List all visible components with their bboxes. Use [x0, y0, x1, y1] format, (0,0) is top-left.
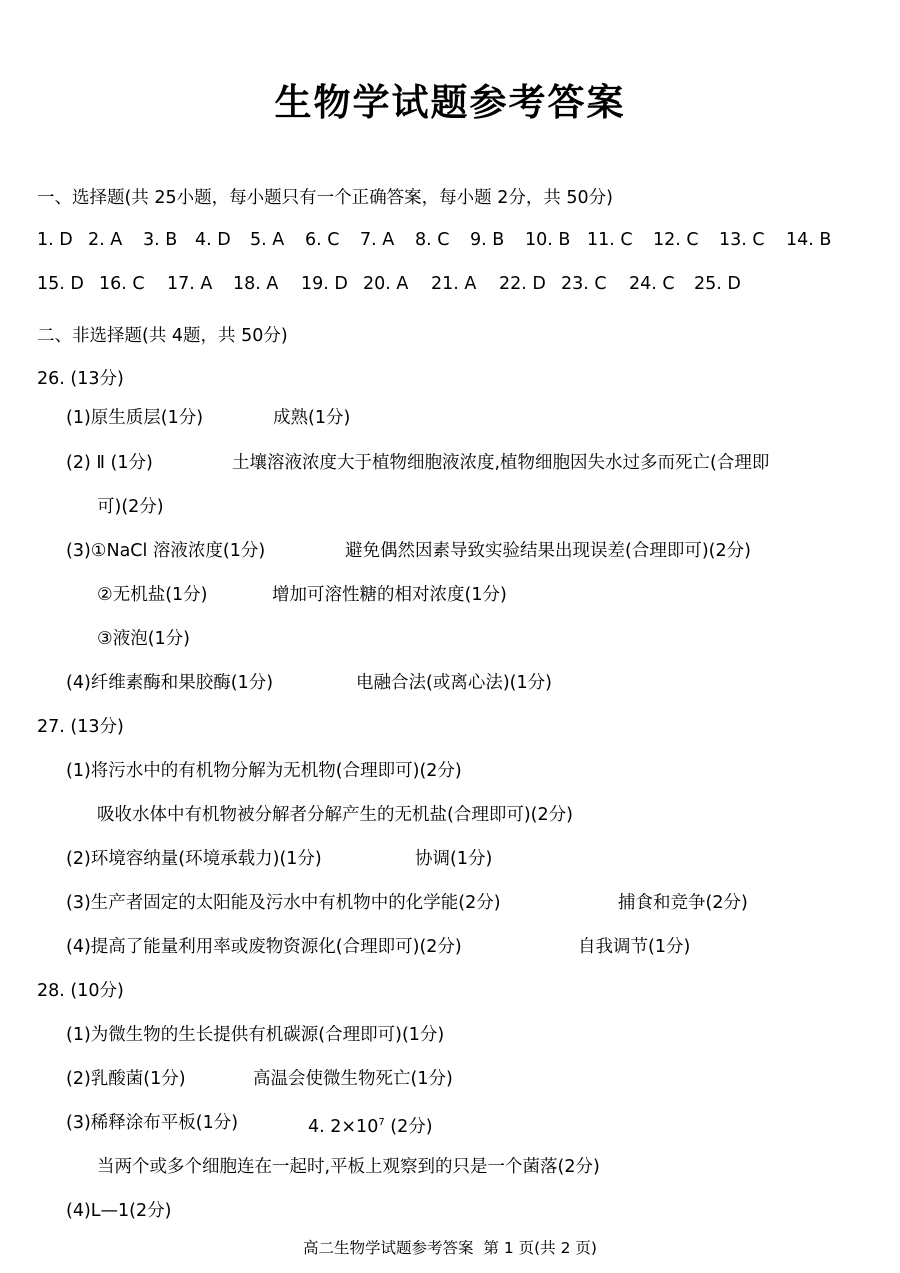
choice-answer: 24. C — [629, 274, 675, 294]
choice-answer: 18. A — [233, 274, 279, 294]
cell-count-score: (2分) — [384, 1117, 433, 1137]
q28-answer-3b — [308, 1111, 433, 1139]
q28-answer-2a: (2)乳酸菌(1分) — [66, 1069, 186, 1089]
q26-answer-1b: 成熟(1分) — [273, 408, 351, 428]
choice-answer: 7. A — [360, 230, 395, 250]
choice-answer: 12. C — [653, 230, 699, 250]
q27-answer-4a: (3)生产者固定的太阳能及污水中有机物中的化学能(2分) — [66, 893, 501, 913]
page-title: 生物学试题参考答案 — [274, 81, 626, 124]
choice-answer: 3. B — [143, 230, 178, 250]
q28-answer-2b: 高温会使微生物死亡(1分) — [253, 1069, 453, 1089]
q26-answer-2b: 土壤溶液浓度大于植物细胞液浓度,植物细胞因失水过多而死亡(合理即 — [232, 453, 770, 473]
q26-answer-2c: 可)(2分) — [97, 497, 164, 517]
section-heading-nonchoice: 二、非选择题(共 4题，共 50分) — [37, 326, 288, 346]
question-27-header: 27. (13分) — [37, 717, 124, 737]
q26-answer-4b: 增加可溶性糖的相对浓度(1分) — [272, 585, 507, 605]
choice-answer: 5. A — [250, 230, 285, 250]
choice-answer: 2. A — [88, 230, 123, 250]
q28-answer-4: 当两个或多个细胞连在一起时,平板上观察到的只是一个菌落(2分) — [97, 1157, 600, 1177]
choice-answer: 23. C — [561, 274, 607, 294]
q28-answer-3a: (3)稀释涂布平板(1分) — [66, 1113, 239, 1133]
choice-answer: 17. A — [167, 274, 213, 294]
q27-answer-5b: 自我调节(1分) — [578, 937, 691, 957]
choice-answer: 9. B — [470, 230, 505, 250]
q27-answer-5a: (4)提高了能量利用率或废物资源化(合理即可)(2分) — [66, 937, 462, 957]
q26-answer-3b: 避免偶然因素导致实验结果出现误差(合理即可)(2分) — [345, 541, 751, 561]
choice-answer: 8. C — [415, 230, 450, 250]
question-26-header: 26. (13分) — [37, 369, 124, 389]
section-heading-choice: 一、选择题(共 25小题，每小题只有一个正确答案，每小题 2分，共 50分) — [37, 188, 614, 208]
q26-answer-6b: 电融合法(或离心法)(1分) — [356, 673, 552, 693]
choice-answer: 10. B — [525, 230, 571, 250]
choice-answer: 25. D — [694, 274, 741, 294]
q26-answer-6a: (4)纤维素酶和果胶酶(1分) — [66, 673, 274, 693]
question-28-header: 28. (10分) — [37, 981, 124, 1001]
choice-answer: 4. D — [195, 230, 231, 250]
choice-answer: 14. B — [786, 230, 832, 250]
choice-answer: 11. C — [587, 230, 633, 250]
choice-answers-row-2 — [37, 272, 754, 296]
choice-answers-row-1 — [37, 228, 846, 252]
cell-count-exponent: 7 — [378, 1117, 385, 1128]
choice-answer: 6. C — [305, 230, 340, 250]
q26-answer-4a: ②无机盐(1分) — [97, 585, 208, 605]
cell-count-base: 4. 2×10 — [308, 1117, 379, 1137]
choice-answer: 15. D — [37, 274, 84, 294]
q27-answer-3a: (2)环境容纳量(环境承载力)(1分) — [66, 849, 322, 869]
q26-answer-2a: (2) Ⅱ (1分) — [66, 453, 153, 473]
q28-answer-1: (1)为微生物的生长提供有机碳源(合理即可)(1分) — [66, 1025, 445, 1045]
choice-answer: 19. D — [301, 274, 348, 294]
q27-answer-3b: 协调(1分) — [415, 849, 493, 869]
choice-answer: 22. D — [499, 274, 546, 294]
choice-answer: 13. C — [719, 230, 765, 250]
q27-answer-4b: 捕食和竞争(2分) — [618, 893, 748, 913]
q27-answer-1: (1)将污水中的有机物分解为无机物(合理即可)(2分) — [66, 761, 462, 781]
choice-answer: 21. A — [431, 274, 477, 294]
choice-answer: 1. D — [37, 230, 73, 250]
choice-answer: 16. C — [99, 274, 145, 294]
q26-answer-3a: (3)①NaCl 溶液浓度(1分) — [66, 541, 266, 561]
choice-answer: 20. A — [363, 274, 409, 294]
page-footer: 高二生物学试题参考答案 第 1 页(共 2 页) — [303, 1239, 597, 1257]
q26-answer-1a: (1)原生质层(1分) — [66, 408, 204, 428]
q28-answer-5: (4)L—1(2分) — [66, 1201, 172, 1221]
q27-answer-2: 吸收水体中有机物被分解者分解产生的无机盐(合理即可)(2分) — [97, 805, 573, 825]
q26-answer-5: ③液泡(1分) — [97, 629, 190, 649]
